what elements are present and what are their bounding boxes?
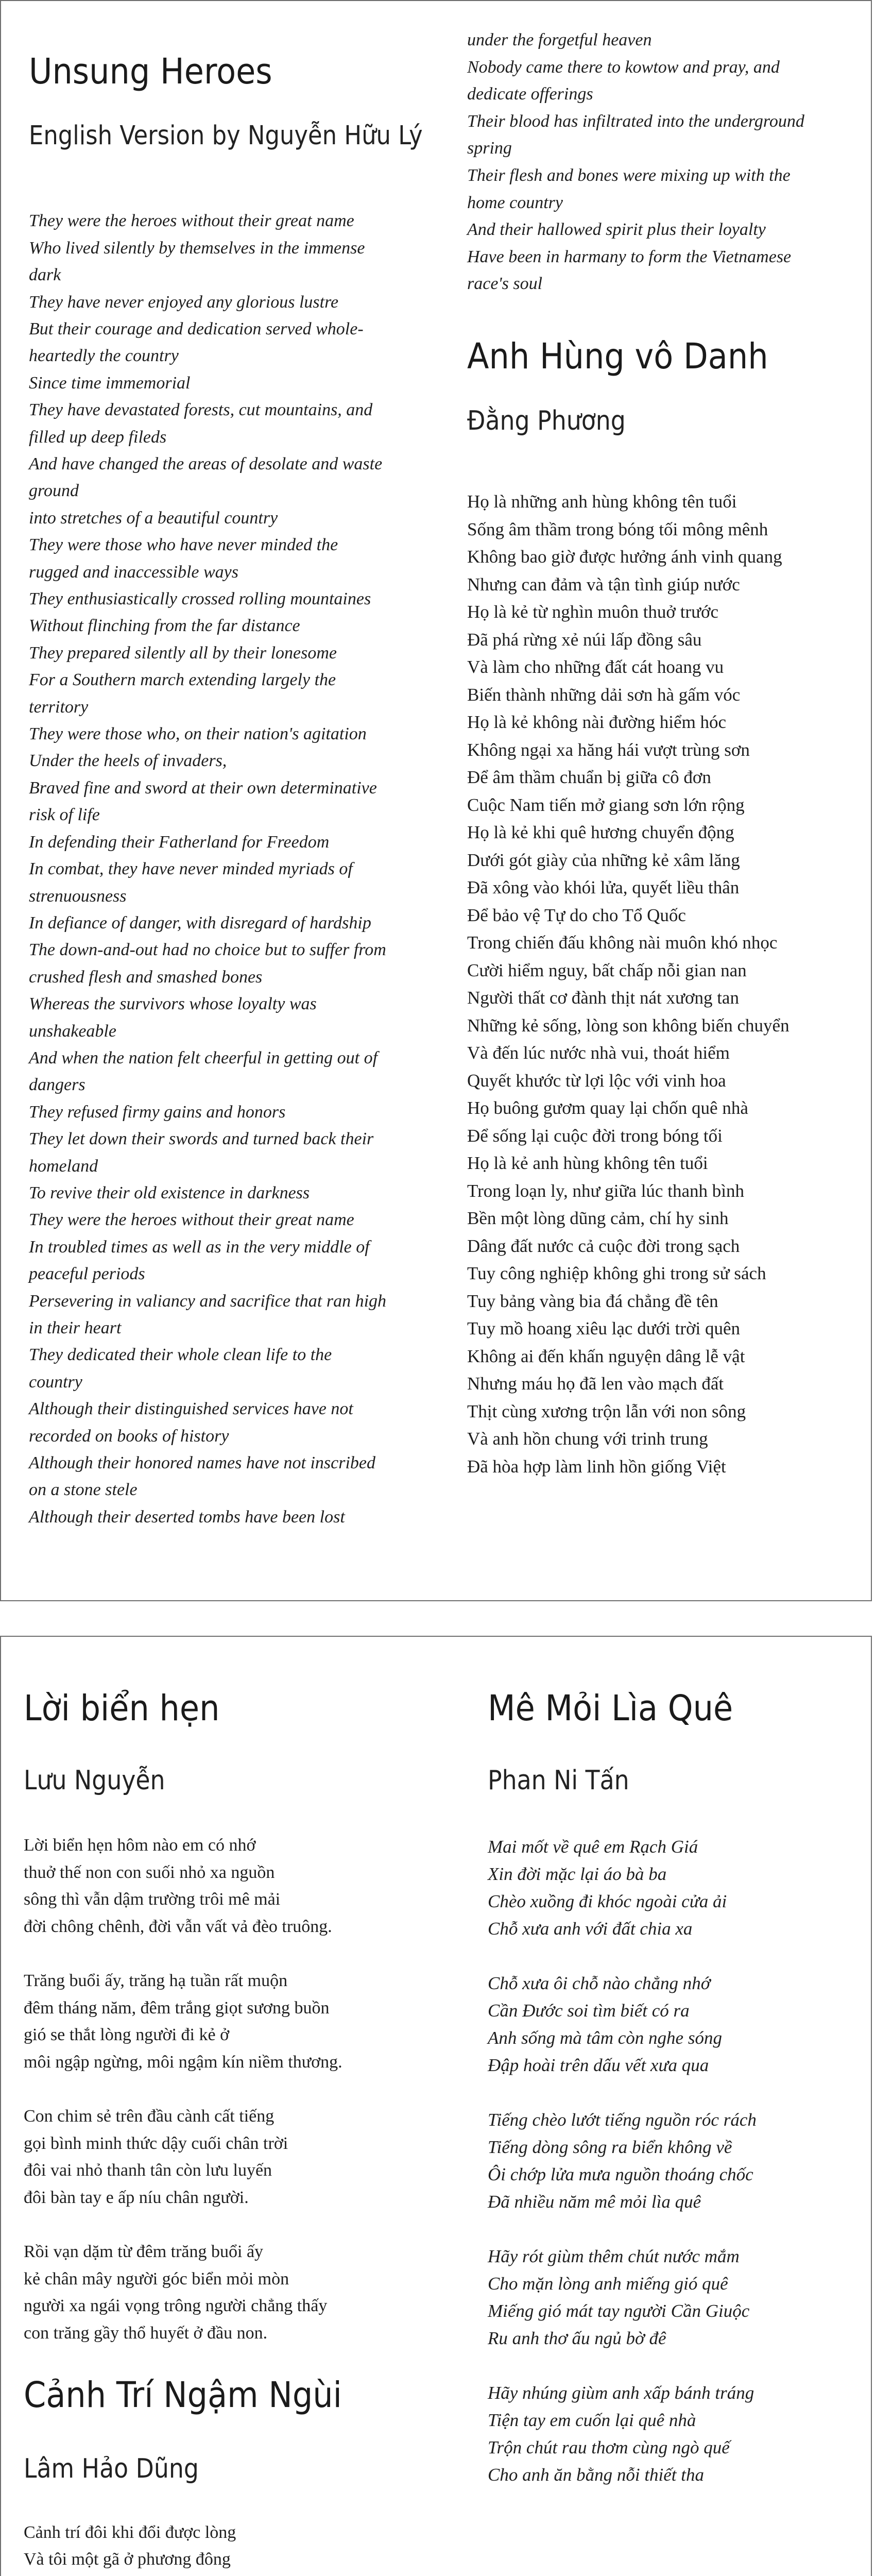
poem-line: thuở thế non con suối nhỏ xa nguồn <box>24 1862 275 1882</box>
poem-line: Under the heels of invaders, <box>29 751 227 771</box>
poem-line: on a stone stele <box>29 1480 138 1500</box>
poem-loi-bien-hen-title: Lời biển hẹn <box>24 1688 220 1729</box>
english-poem-column <box>29 52 451 1531</box>
stanza <box>24 2103 461 2211</box>
poem-line: Thịt cùng xương trộn lẫn với non sông <box>467 1401 746 1421</box>
poem-line: kẻ chân mây người góc biển mỏi mòn <box>24 2269 289 2289</box>
poem-line: Since time immemorial <box>29 373 191 393</box>
stanza <box>24 1968 461 2076</box>
poem-line: Trộn chút rau thơm cùng ngò quế <box>488 2437 730 2458</box>
poem-line: filled up deep fileds <box>29 427 167 447</box>
poem-line: Chỗ xưa ôi chỗ nào chẳng nhớ <box>488 1973 711 1994</box>
poem-line: in their heart <box>29 1318 122 1337</box>
poem-line: Tuy mồ hoang xiêu lạc dưới trời quên <box>467 1318 741 1339</box>
stanza <box>488 2379 869 2488</box>
poem-line: Con chim sẻ trên đầu cành cất tiếng <box>24 2107 274 2126</box>
poem-line: Anh sống mà tâm còn nghe sóng <box>488 2028 722 2048</box>
stanza <box>24 2239 461 2347</box>
poem-line: Để sống lại cuộc đời trong bóng tối <box>467 1125 723 1146</box>
poem-line: Những kẻ sống, lòng son không biến chuyển <box>467 1015 790 1036</box>
page-two <box>0 1636 872 2576</box>
poem-line: đôi bàn tay e ấp níu chân người. <box>24 2188 249 2207</box>
poem-line: They let down their swords and turned back their <box>29 1129 374 1149</box>
poem-line: Họ là kẻ khi quê hương chuyển động <box>467 822 734 843</box>
poem-line: Sống âm thầm trong bóng tối mông mênh <box>467 519 768 539</box>
poem-line: Bền một lòng dũng cảm, chí hy sinh <box>467 1208 729 1229</box>
right-poem-column <box>488 1688 869 2516</box>
poem-line: Họ là kẻ anh hùng không tên tuổi <box>467 1153 708 1174</box>
poem-line: Nobody came there to kowtow and pray, and <box>467 57 780 77</box>
poem-line: dedicate offerings <box>467 84 593 104</box>
poem-line: Không bao giờ được hưởng ánh vinh quang <box>467 547 782 567</box>
poem-line: They have never enjoyed any glorious lustre <box>29 292 339 312</box>
poem-line: Nhưng can đảm và tận tình giúp nước <box>467 574 740 595</box>
poem-line: In troubled times as well as in the very middle of <box>29 1237 370 1257</box>
poem-line: Đã nhiều năm mê mỏi lìa quê <box>488 2192 701 2212</box>
poem-line: Miếng gió mát tay người Cần Giuộc <box>488 2301 750 2321</box>
poem-line: And their hallowed spirit plus their loyalty <box>467 220 766 240</box>
poem-me-moi-title: Mê Mỏi Lìa Quê <box>488 1688 733 1729</box>
english-poem-translator: English Version by Nguyễn Hữu Lý <box>29 121 423 151</box>
poem-line: They were those who have never minded the <box>29 535 338 555</box>
poem-line: spring <box>467 139 512 158</box>
poem-line: Đã hòa hợp làm linh hồn giống Việt <box>467 1456 726 1477</box>
poem-line: territory <box>29 697 89 717</box>
poem-line: Dâng đất nước cả cuộc đời trong sạch <box>467 1235 740 1256</box>
poem-line: For a Southern march extending largely the <box>29 670 336 690</box>
stanza <box>488 2243 869 2352</box>
poem-line: dark <box>29 265 61 285</box>
poem-line: Dưới gót giày của những kẻ xâm lăng <box>467 850 740 870</box>
poem-line: Who lived silently by themselves in the immense <box>29 238 365 258</box>
poem-line: To revive their old existence in darkness <box>29 1183 310 1202</box>
poem-line: risk of life <box>29 805 100 825</box>
poem-line: They have devastated forests, cut mountains, and <box>29 400 373 420</box>
poem-line: Để bảo vệ Tự do cho Tổ Quốc <box>467 905 686 925</box>
poem-line: gọi bình minh thức dậy cuối chân trời <box>24 2133 288 2153</box>
poem-line: Người thất cơ đành thịt nát xương tan <box>467 988 739 1008</box>
poem-line: sông thì vẫn dậm trường trôi mê mải <box>24 1890 281 1909</box>
poem-line: Không ai đến khấn nguyện dâng lễ vật <box>467 1346 745 1366</box>
poem-line: They refused firmy gains and honors <box>29 1102 286 1122</box>
poem-line: Không ngại xa hăng hái vượt trùng sơn <box>467 739 750 760</box>
poem-line: Đã phá rừng xẻ núi lấp đồng sâu <box>467 629 702 650</box>
poem-line: Although their distinguished services have not <box>29 1399 353 1419</box>
poem-line: under the forgetful heaven <box>467 30 652 49</box>
left-poems-column <box>24 1688 461 2576</box>
poem-line: Tiếng dòng sông ra biển không về <box>488 2137 732 2158</box>
vietnamese-poem-lines <box>467 488 859 1480</box>
poem-line: Trăng buổi ấy, trăng hạ tuần rất muộn <box>24 1971 288 1991</box>
poem-line: Hãy rót giùm thêm chút nước mắm <box>488 2246 740 2267</box>
poem-line: home country <box>467 193 563 212</box>
poem-line: unshakeable <box>29 1021 116 1041</box>
poem-line: Whereas the survivors whose loyalty was <box>29 994 317 1014</box>
poem-line: into stretches of a beautiful country <box>29 508 278 528</box>
poem-line: They prepared silently all by their lonesome <box>29 643 337 663</box>
poem-me-moi-body <box>488 1833 869 2488</box>
poem-canh-tri-title: Cảnh Trí Ngậm Ngùi <box>24 2375 342 2416</box>
poem-line: Nhưng máu họ đã len vào mạch đất <box>467 1374 724 1394</box>
poem-loi-bien-hen-body <box>24 1832 461 2347</box>
poem-line: Quyết khước từ lợi lộc với vinh hoa <box>467 1070 726 1091</box>
poem-line: Tuy công nghiệp không ghi trong sử sách <box>467 1263 766 1284</box>
poem-line: Tiếng chèo lướt tiếng nguồn róc rách <box>488 2110 757 2130</box>
stanza <box>488 1833 869 1942</box>
poem-line: dangers <box>29 1075 85 1095</box>
poem-line: They enthusiastically crossed rolling mountaines <box>29 589 371 609</box>
poem-line: In combat, they have never minded myriads of <box>29 859 353 879</box>
poem-line: Trong loạn ly, như giữa lúc thanh bình <box>467 1180 744 1201</box>
poem-line: Đập hoài trên dấu vết xưa qua <box>488 2055 709 2076</box>
poem-line: peaceful periods <box>29 1264 145 1284</box>
poem-line: con trăng gầy thổ huyết ở đầu non. <box>24 2323 268 2343</box>
poem-line: Have been in harmany to form the Vietnamese <box>467 247 792 266</box>
poem-line: Họ là kẻ từ nghìn muôn thuở trước <box>467 602 719 622</box>
poem-line <box>24 2573 461 2576</box>
poem-line: In defending their Fatherland for Freedom <box>29 832 330 852</box>
poem-line: Và anh hồn chung với trinh trung <box>467 1429 708 1449</box>
poem-line: Cho mặn lòng anh miếng gió quê <box>488 2274 728 2294</box>
poem-line: Cho anh ăn bằng nỗi thiết tha <box>488 2465 704 2485</box>
poem-line: homeland <box>29 1156 98 1176</box>
poem-line: They dedicated their whole clean life to the <box>29 1345 332 1365</box>
poem-line: Và làm cho những đất cát hoang vu <box>467 657 724 677</box>
poem-line: Their flesh and bones were mixing up with the <box>467 165 791 185</box>
stanza <box>488 1970 869 2079</box>
poem-line: Braved fine and sword at their own determinative <box>29 778 377 798</box>
stanza <box>24 2519 461 2576</box>
right-column <box>467 27 859 1480</box>
poem-line: Their blood has infiltrated into the underground <box>467 111 804 131</box>
poem-line: Tuy bảng vàng bia đá chẳng đề tên <box>467 1291 718 1311</box>
poem-line: And when the nation felt cheerful in getting out of <box>29 1048 378 1067</box>
poem-line: Để âm thầm chuẩn bị giữa cô đơn <box>467 767 711 788</box>
poem-line: recorded on books of history <box>29 1426 229 1446</box>
poem-line: heartedly the country <box>29 346 179 366</box>
poem-line: Ôi chớp lửa mưa nguồn thoáng chốc <box>488 2164 753 2185</box>
poem-line: Cuộc Nam tiến mở giang sơn lớn rộng <box>467 794 745 815</box>
poem-line: Biến thành những dải sơn hà gấm vóc <box>467 684 741 705</box>
poem-line: Lời biển hẹn hôm nào em có nhớ <box>24 1836 256 1855</box>
poem-line: race's soul <box>467 274 543 294</box>
poem-line: Họ là kẻ không nài đường hiểm hóc <box>467 712 727 733</box>
english-poem-continued <box>467 27 859 298</box>
poem-line: strenuousness <box>29 886 127 906</box>
poem-line: rugged and inaccessible ways <box>29 562 238 582</box>
poem-loi-bien-hen-author: Lưu Nguyễn <box>24 1765 165 1797</box>
poem-line: country <box>29 1372 82 1392</box>
poem-canh-tri-body <box>24 2519 461 2576</box>
poem-line: người xa ngái vọng trông người chẳng thấy <box>24 2296 328 2316</box>
poem-line: đời chông chênh, đời vẫn vất vả đèo truông. <box>24 1917 332 1936</box>
poem-line: đêm tháng năm, đêm trắng giọt sương buồn <box>24 1998 330 2018</box>
stanza <box>488 2106 869 2215</box>
poem-line: And have changed the areas of desolate and waste <box>29 454 383 473</box>
poem-me-moi-author: Phan Ni Tấn <box>488 1765 629 1797</box>
poem-line: Ru anh thơ ấu ngủ bờ đê <box>488 2328 666 2349</box>
poem-line: Tiện tay em cuốn lại quê nhà <box>488 2410 696 2431</box>
poem-line: Và tôi một gã ở phương đông <box>24 2550 231 2569</box>
poem-line: They were those who, on their nation's agitation <box>29 724 367 744</box>
poem-line: Cảnh trí đôi khi đổi được lòng <box>24 2522 236 2542</box>
poem-line: Rồi vạn dặm từ đêm trăng buổi ấy <box>24 2242 264 2262</box>
poem-line: Without flinching from the far distance <box>29 616 300 636</box>
poem-line: Chèo xuồng đi khóc ngoài cửa ải <box>488 1891 727 1912</box>
poem-line: Mai mốt về quê em Rạch Giá <box>488 1837 698 1857</box>
vietnamese-poem-author: Đằng Phương <box>467 405 626 437</box>
poem-line: gió se thắt lòng người đi kẻ ở <box>24 2025 230 2045</box>
poem-canh-tri-author: Lâm Hảo Dũng <box>24 2453 199 2484</box>
poem-line: crushed flesh and smashed bones <box>29 967 263 987</box>
poem-line: đôi vai nhỏ thanh tân còn lưu luyến <box>24 2161 272 2180</box>
english-poem-lines <box>29 208 451 1531</box>
poem-line: Persevering in valiancy and sacrifice that ran high <box>29 1291 387 1311</box>
poem-line: But their courage and dedication served whole- <box>29 319 364 338</box>
poem-line: Hãy nhúng giùm anh xấp bánh tráng <box>488 2383 754 2403</box>
poem-line: In defiance of danger, with disregard of hardship <box>29 913 371 933</box>
poem-line: Xin đời mặc lại áo bà ba <box>488 1864 667 1885</box>
poem-line: ground <box>29 481 79 501</box>
poem-line: The down-and-out had no choice but to suffer from <box>29 940 386 960</box>
poem-line: Although their honored names have not inscribed <box>29 1453 375 1473</box>
poem-line: môi ngập ngừng, môi ngậm kín niềm thương. <box>24 2052 342 2072</box>
english-poem-title: Unsung Heroes <box>29 51 272 92</box>
poem-line: Và đến lúc nước nhà vui, thoát hiểm <box>467 1043 730 1063</box>
poem-line: They were the heroes without their great name <box>29 1210 354 1230</box>
stanza <box>24 1832 461 1940</box>
poem-line: Trong chiến đấu không nài muôn khó nhọc <box>467 933 778 953</box>
poem-line: They were the heroes without their great name <box>29 211 354 231</box>
poem-line: Họ buông gươm quay lại chốn quê nhà <box>467 1098 748 1118</box>
poem-line: Although their deserted tombs have been lost <box>29 1507 345 1527</box>
poem-line: Họ là những anh hùng không tên tuổi <box>467 492 737 512</box>
poem-line: Cần Đước soi tìm biết có ra <box>488 2001 690 2021</box>
vietnamese-poem-title: Anh Hùng vô Danh <box>467 335 768 377</box>
poem-line: Đã xông vào khói lửa, quyết liều thân <box>467 877 740 898</box>
poem-line: Chỗ xưa anh với đất chia xa <box>488 1919 693 1939</box>
poem-line: Cười hiểm nguy, bất chấp nỗi gian nan <box>467 960 747 980</box>
